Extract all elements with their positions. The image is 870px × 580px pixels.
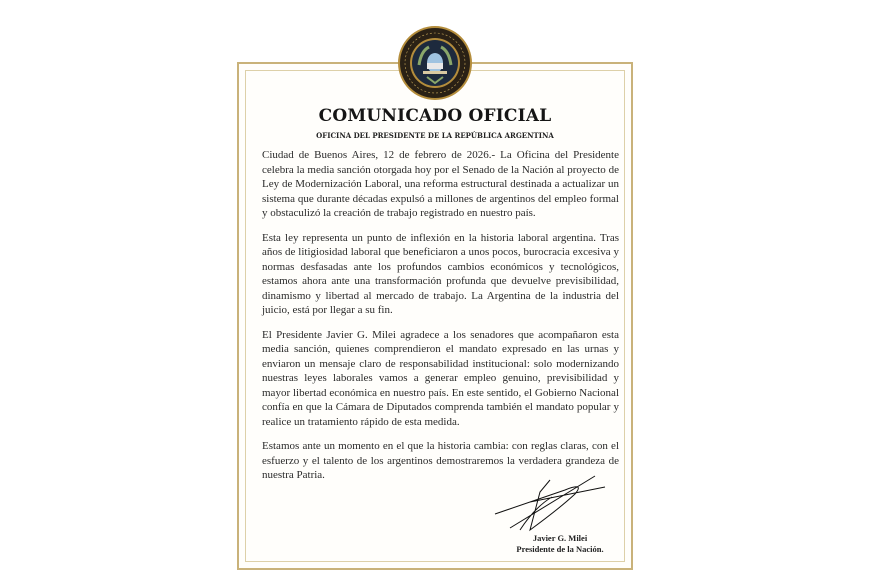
paragraph: El Presidente Javier G. Milei agradece a los senadores que acompañaron esta media sanción, quienes comprendieron el mandato expresado en las urnas y enviaron un mensaje claro de responsabilidad institucional: solo modernizando nuestras leyes laborales vamos a generar empleo genuino, previsibilidad y mayor libertad económica en nuestro país. En este sentido, el Gobierno Nacional confía en que la Cámara de Diputados comprenda también el mandato popular y realice un tratamiento rápido de esta medida. (262, 328, 619, 428)
signature-block (490, 533, 630, 555)
signatory-role: Presidente de la Nación. (516, 544, 604, 554)
document-body (262, 148, 619, 493)
document-title: COMUNICADO OFICIAL (318, 106, 552, 126)
document-subtitle: OFICINA DEL PRESIDENTE DE LA REPÚBLICA ARGENTINA (316, 131, 554, 140)
paragraph: Estamos ante un momento en el que la historia cambia: con reglas claras, con el esfuerzo y el talento de los argentinos demostraremos la verdadera grandeza de nuestra Patria. (262, 440, 619, 481)
handwritten-signature-icon (490, 472, 610, 532)
presidential-seal-icon (397, 25, 473, 101)
paragraph: Ciudad de Buenos Aires, 12 de febrero de 2026.- La Oficina del Presidente celebra la media sanción otorgada hoy por el Senado de la Nación al proyecto de Ley de Modernización Laboral, una reforma estructural destinada a actualizar un sistema que durante décadas expulsó a millones de argentinos del empleo formal y obstaculizó la creación de trabajo registrado en nuestro país. (262, 149, 619, 219)
signatory-name: Javier G. Milei (532, 533, 588, 543)
paragraph: Esta ley representa un punto de inflexión en la historia laboral argentina. Tras años de litigiosidad laboral que beneficiaron a unos pocos, burocracia excesiva y normas desfasadas ante los profundos cambios económicos y tecnológicos, estamos ahora ante una transformación profunda que devuelve previsibilidad, dinamismo y libertad al mercado de trabajo. La Argentina de la industria del juicio, está por llegar a su fin. (262, 231, 619, 316)
